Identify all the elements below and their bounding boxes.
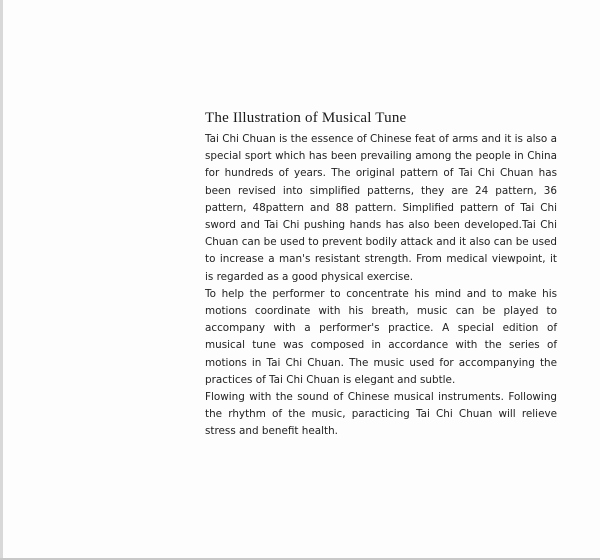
text-block xyxy=(205,110,557,441)
paragraph-3: Flowing with the sound of Chinese musical instruments. Following the rhythm of the music, paracticing Tai Chi Chuan will relieve stress and benefit health. xyxy=(205,391,557,438)
paragraph-1: Tai Chi Chuan is the essence of Chinese feat of arms and it is also a special sport which has been prevailing among the people in China for hundreds of years. The original pattern of Tai Chi Chuan has been revised into simplified patterns, they are 24 pattern, 36 pattern, 48pattern and 88 pattern. Simplified pattern of Tai Chi sword and Tai Chi pushing hands has also been developed.Tai Chi Chuan can be used to prevent bodily attack and it also can be used to increase a man's resistant strength. From medical viewpoint, it is regarded as a good physical exercise. xyxy=(205,133,557,283)
scan-edge xyxy=(0,0,3,560)
paragraph-2: To help the performer to concentrate his mind and to make his motions coordinate with his breath, music can be played to accompany with a performer's practice. A special edition of musical tune was composed in accordance with the series of motions in Tai Chi Chuan. The music used for accompanying the practices of Tai Chi Chuan is elegant and subtle. xyxy=(205,287,557,386)
page-title: The Illustration of Musical Tune xyxy=(205,110,407,126)
